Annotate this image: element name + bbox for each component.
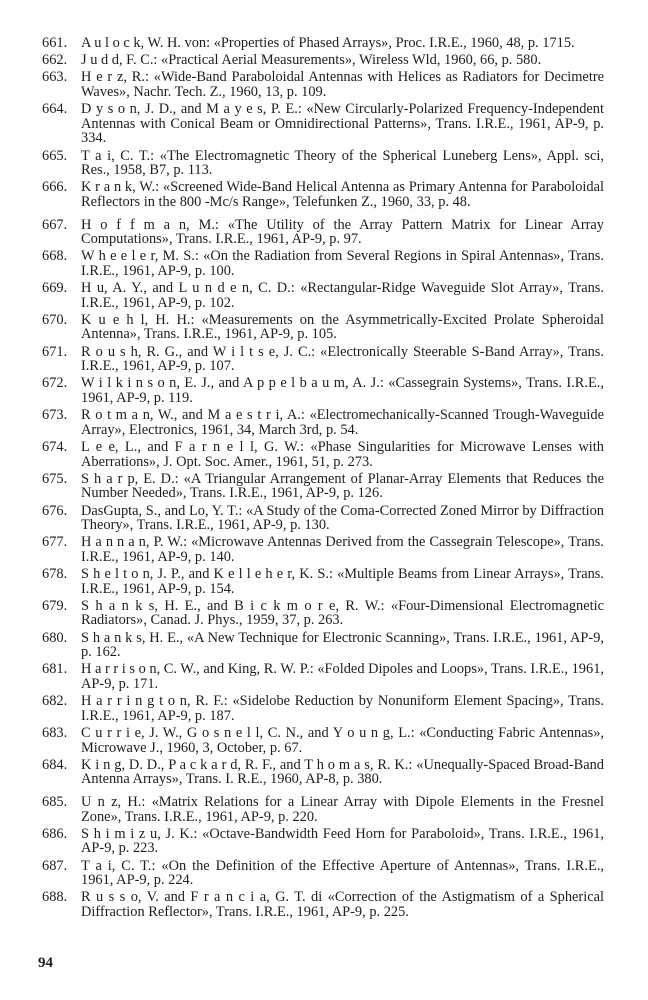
reference-text: T a i, C. T.: «The Electromagnetic Theory of the Spherical Luneberg Lens», Appl. sci, Res., 1958, B7, p. 113.	[81, 147, 604, 179]
reference-text: W i l k i n s o n, E. J., and A p p e l b a u m, A. J.: «Cassegrain Systems», Trans. I.R.E., 1961, AP-9, p. 119.	[81, 375, 604, 406]
reference-number: 663.	[42, 69, 68, 86]
reference-text: R o t m a n, W., and M a e s t r i, A.: «Electromechanically-Scanned Trough-Waveguide Array», Electronics, 1961, 34, March 3rd, p. 54.	[81, 407, 604, 438]
page-number: 94	[38, 955, 53, 971]
reference-text: R o u s h, R. G., and W i l t s e, J. C.: «Electronically Steerable S-Band Array», Trans. I.R.E., 1961, AP-9, p. 107.	[81, 343, 604, 375]
reference-number: 680.	[42, 629, 68, 646]
reference-entry	[42, 36, 604, 51]
reference-text: T a i, C. T.: «On the Definition of the Effective Aperture of Antennas», Trans. I.R.E., 1961, AP-9, p. 224.	[81, 857, 604, 889]
reference-entry	[42, 440, 604, 469]
reference-entry	[42, 758, 604, 787]
reference-number: 677.	[42, 534, 68, 551]
reference-text: U n z, H.: «Matrix Relations for a Linear Array with Dipole Elements in the Fresnel Zone», Trans. I.R.E., 1961, AP-9, p. 220.	[81, 793, 604, 825]
reference-entry	[42, 408, 604, 437]
reference-entry	[42, 472, 604, 501]
reference-number: 675.	[42, 470, 68, 487]
reference-number: 681.	[42, 661, 68, 678]
reference-entry	[42, 795, 604, 824]
reference-text: H o f f m a n, M.: «The Utility of the Array Pattern Matrix for Linear Array Computations», Trans. I.R.E., 1961, AP-9, p. 97.	[81, 216, 604, 248]
reference-text: H a n n a n, P. W.: «Microwave Antennas Derived from the Cassegrain Telescope», Trans. I.R.E., 1961, AP-9, p. 140.	[81, 534, 604, 565]
reference-entry	[42, 102, 604, 146]
reference-entry	[42, 859, 604, 888]
reference-text: H a r r i s o n, C. W., and King, R. W. P.: «Folded Dipoles and Loops», Trans. I.R.E., 1961, AP-9, p. 171.	[81, 661, 604, 693]
reference-text: DasGupta, S., and Lo, Y. T.: «A Study of the Coma-Corrected Zoned Mirror by Diffraction Theory», Trans. I.R.E., 1961, AP-9, p. 130.	[81, 502, 604, 534]
reference-number: 676.	[42, 502, 68, 519]
reference-number: 674.	[42, 438, 68, 455]
reference-number: 666.	[42, 179, 68, 196]
reference-entry	[42, 694, 604, 723]
reference-number: 665.	[42, 147, 68, 164]
reference-text: H e r z, R.: «Wide-Band Paraboloidal Antennas with Helices as Radiators for Decimetre Waves», Nachr. Tech. Z., 1960, 13, p. 109.	[81, 69, 604, 100]
reference-number: 687.	[42, 857, 68, 874]
reference-number: 685.	[42, 793, 68, 810]
reference-entry	[42, 218, 604, 247]
reference-entry	[42, 70, 604, 99]
reference-entry	[42, 345, 604, 374]
reference-number: 683.	[42, 725, 68, 741]
reference-entry	[42, 180, 604, 209]
reference-text: H a r r i n g t o n, R. F.: «Sidelobe Reduction by Nonuniform Element Spacing», Trans. I.R.E., 1961, AP-9, p. 187.	[81, 693, 604, 724]
reference-text: S h e l t o n, J. P., and K e l l e h e r, K. S.: «Multiple Beams from Linear Arrays», Trans. I.R.E., 1961, AP-9, p. 154.	[81, 566, 604, 597]
reference-number: 682.	[42, 693, 68, 710]
reference-number: 686.	[42, 825, 68, 842]
reference-number: 668.	[42, 248, 68, 265]
reference-text: D y s o n, J. D., and M a y e s, P. E.: «New Circularly-Polarized Frequency-Independent Antennas with Conical Beam or Omnidirectional Patterns», Trans. I.R.E., 1961, AP-9, p. 334.	[81, 101, 604, 147]
reference-entry	[42, 631, 604, 660]
reference-number: 670.	[42, 311, 68, 328]
reference-number: 661.	[42, 35, 68, 51]
reference-text: K u e h l, H. H.: «Measurements on the Asymmetrically-Excited Prolate Spheroidal Antenna», Trans. I.R.E., 1961, AP-9, p. 105.	[81, 311, 604, 343]
reference-number: 684.	[42, 756, 68, 773]
reference-text: R u s s o, V. and F r a n c i a, G. T. di «Correction of the Astigmatism of a Spherical Diffraction Reflector», Trans. I.R.E., 1961, AP-9, p. 225.	[81, 889, 604, 920]
reference-text: W h e e l e r, M. S.: «On the Radiation from Several Regions in Spiral Antennas», Trans. I.R.E., 1961, AP-9, p. 100.	[81, 248, 604, 279]
reference-list	[42, 36, 604, 920]
reference-number: 672.	[42, 375, 68, 392]
reference-text: S h a r p, E. D.: «A Triangular Arrangement of Planar-Array Elements that Reduces the Number Needed», Trans. I.R.E., 1961, AP-9, p. 126.	[81, 470, 604, 502]
reference-number: 678.	[42, 566, 68, 583]
reference-entry	[42, 535, 604, 564]
reference-entry	[42, 599, 604, 628]
reference-text: C u r r i e, J. W., G o s n e l l, C. N., and Y o u n g, L.: «Conducting Fabric Antennas», Microwave J., 1960, 3, October, p. 67.	[81, 725, 604, 756]
reference-entry	[42, 313, 604, 342]
reference-entry	[42, 504, 604, 533]
reference-number: 679.	[42, 597, 68, 614]
reference-entry	[42, 726, 604, 755]
reference-number: 662.	[42, 52, 68, 69]
reference-entry	[42, 376, 604, 405]
reference-entry	[42, 53, 604, 68]
reference-text: K r a n k, W.: «Screened Wide-Band Helical Antenna as Primary Antenna for Paraboloidal Reflectors in the 800 -Mc/s Range», Telefunken Z., 1960, 33, p. 48.	[81, 179, 604, 210]
reference-text: S h i m i z u, J. K.: «Octave-Bandwidth Feed Horn for Paraboloid», Trans. I.R.E., 1961, AP-9, p. 223.	[81, 825, 604, 857]
reference-text: A u l o c k, W. H. von: «Properties of Phased Arrays», Proc. I.R.E., 1960, 48, p. 1715.	[81, 35, 575, 51]
reference-number: 667.	[42, 216, 68, 233]
reference-entry	[42, 890, 604, 919]
reference-text: H u, A. Y., and L u n d e n, C. D.: «Rectangular-Ridge Waveguide Slot Array», Trans. I.R.E., 1961, AP-9, p. 102.	[81, 280, 604, 311]
reference-text: S h a n k s, H. E., «A New Technique for Electronic Scanning», Trans. I.R.E., 1961, AP-9, p. 162.	[81, 629, 604, 661]
reference-text: K i n g, D. D., P a c k a r d, R. F., and T h o m a s, R. K.: «Unequally-Spaced Broad-Band Antenna Arrays», Trans. I. R.E., 1960, AP-8, p. 380.	[81, 756, 604, 788]
reference-text: L e e, L., and F a r n e l l, G. W.: «Phase Singularities for Microwave Lenses with Aberrations», J. Opt. Soc. Amer., 1961, 51, p. 273.	[81, 438, 604, 470]
reference-entry	[42, 249, 604, 278]
reference-number: 671.	[42, 343, 68, 360]
reference-text: S h a n k s, H. E., and B i c k m o r e, R. W.: «Four-Dimensional Electromagnetic Radiators», Canad. J. Phys., 1959, 37, p. 263.	[81, 597, 604, 629]
reference-entry	[42, 281, 604, 310]
reference-number: 673.	[42, 407, 68, 424]
reference-entry	[42, 149, 604, 178]
reference-number: 669.	[42, 280, 68, 297]
reference-text: J u d d, F. C.: «Practical Aerial Measurements», Wireless Wld, 1960, 66, p. 580.	[81, 52, 542, 69]
reference-entry	[42, 567, 604, 596]
reference-number: 664.	[42, 101, 68, 118]
reference-number: 688.	[42, 889, 68, 906]
reference-entry	[42, 827, 604, 856]
reference-entry	[42, 662, 604, 691]
